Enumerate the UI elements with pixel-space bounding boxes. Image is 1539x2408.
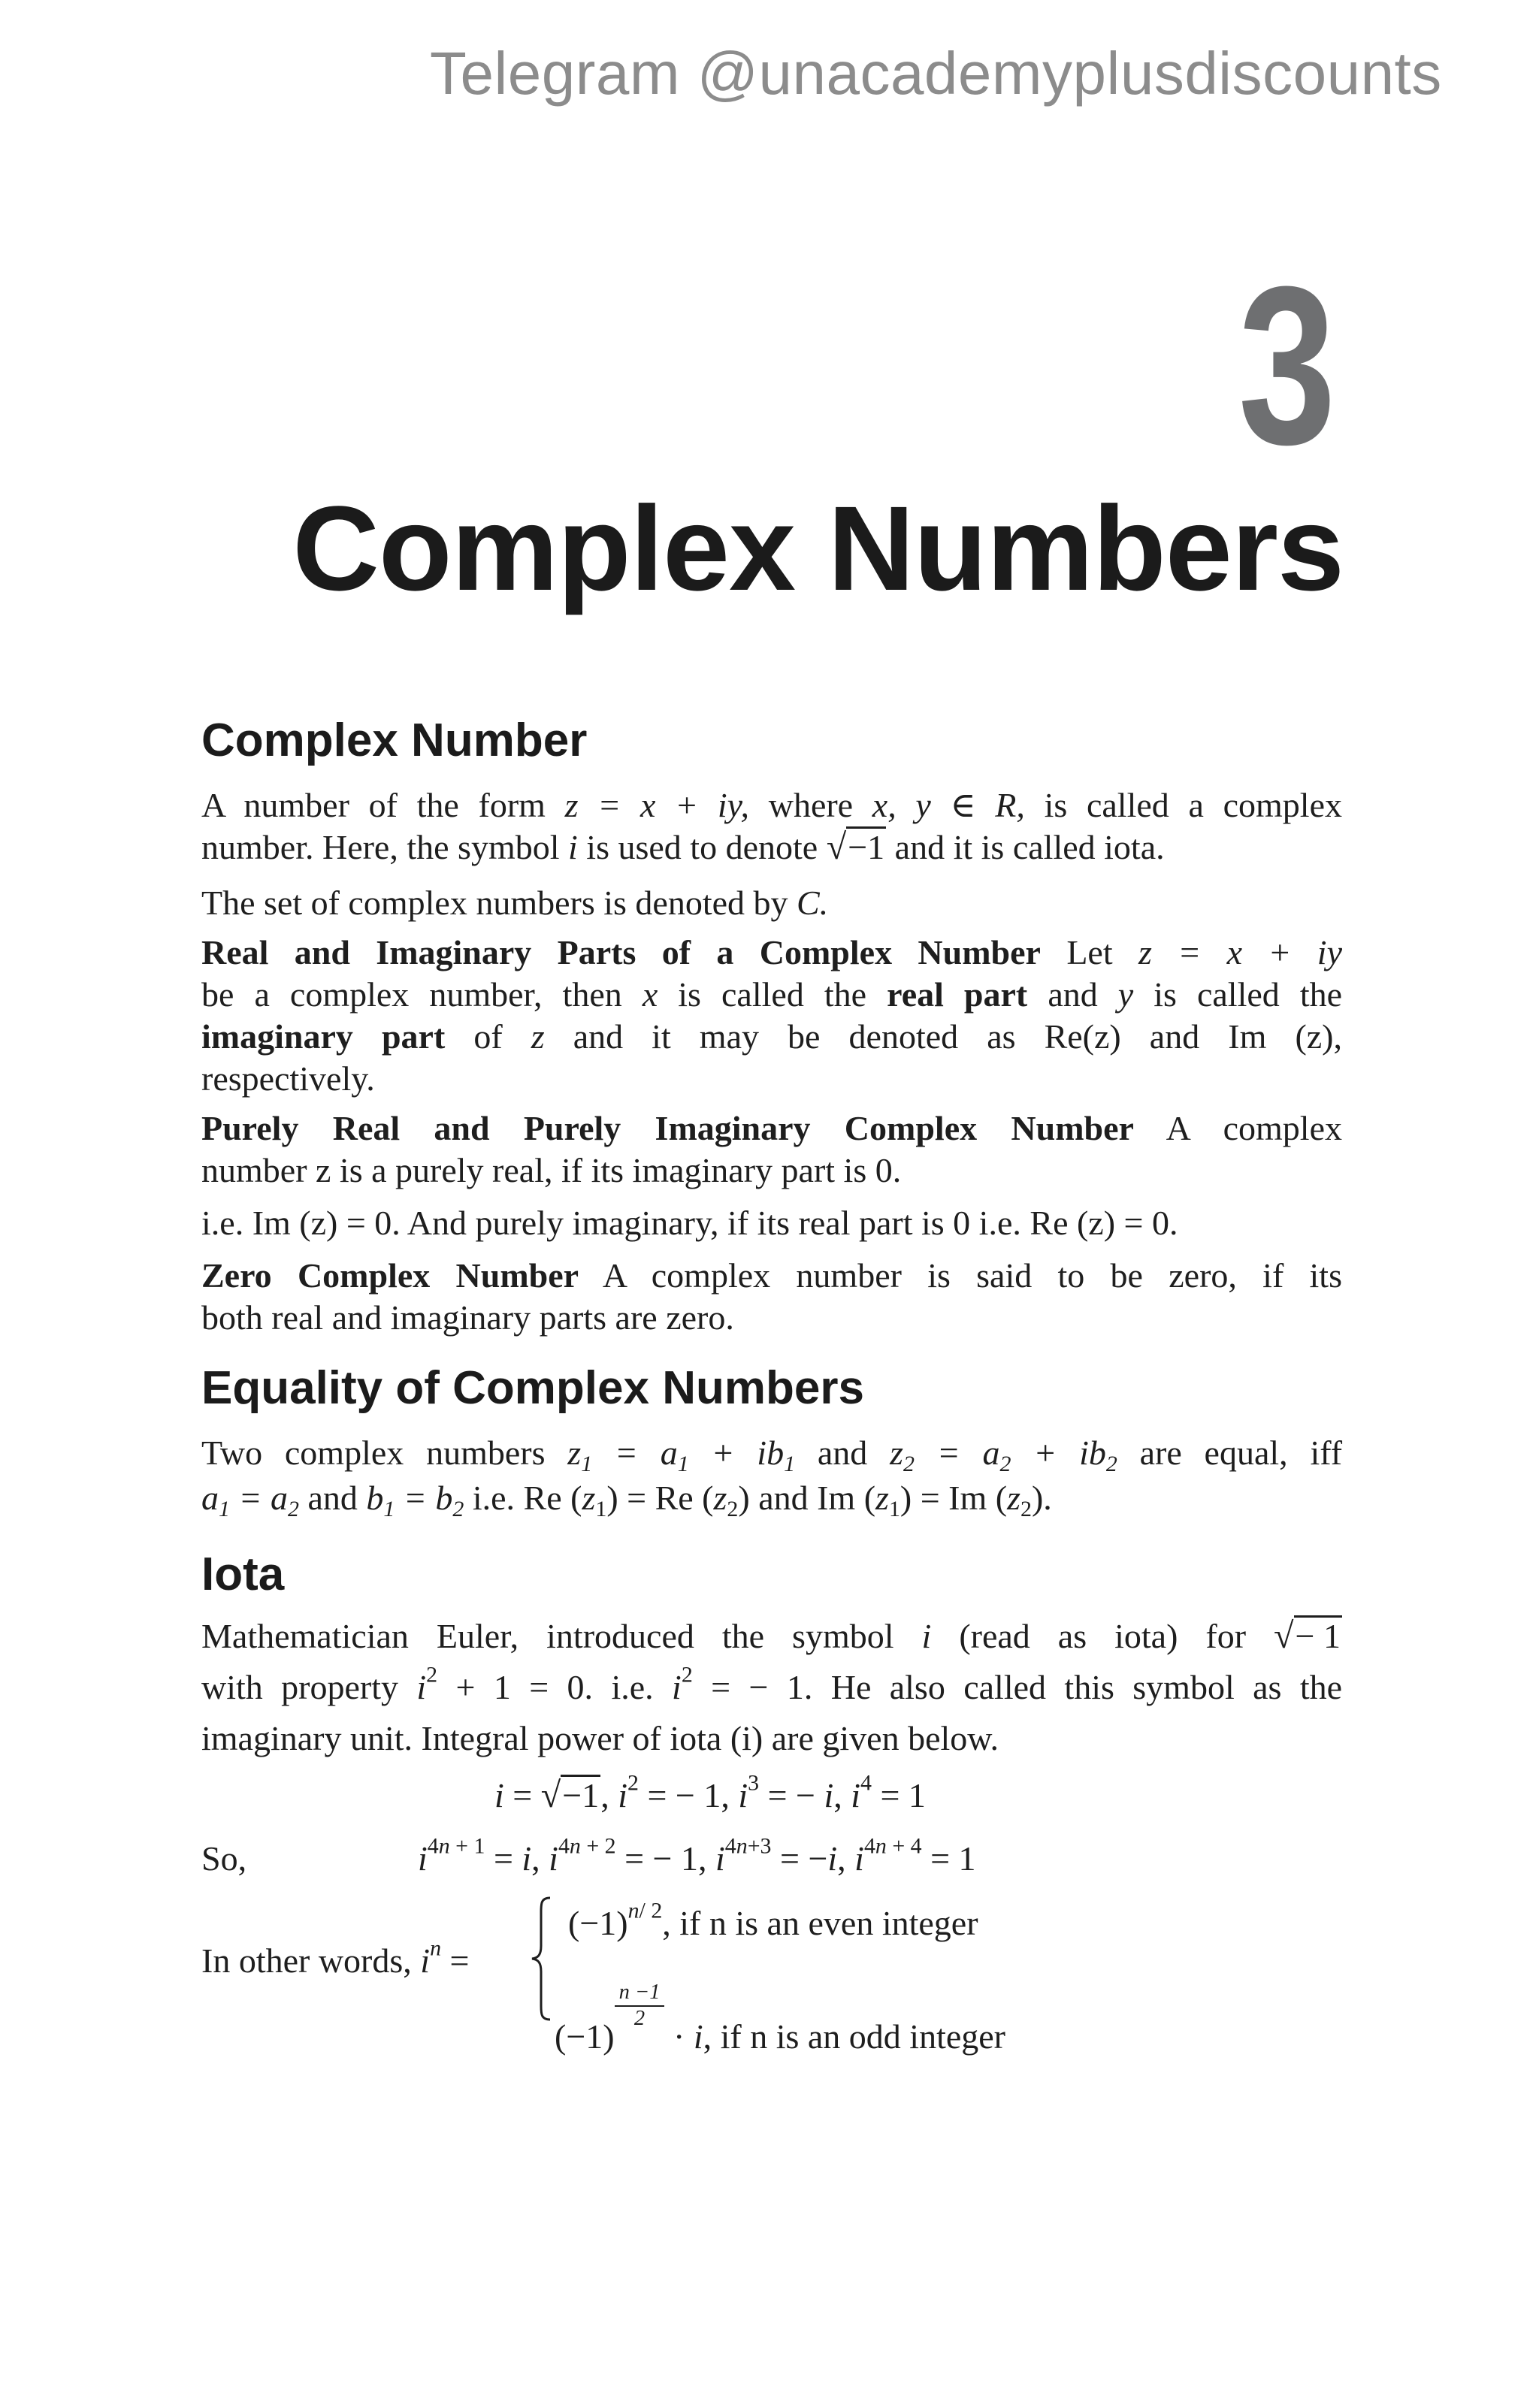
watermark-text: Telegram @unacademyplusdiscounts xyxy=(430,40,1442,107)
section-heading-complex-number: Complex Number xyxy=(201,715,588,766)
paragraph-line: Real and Imaginary Parts of a Complex Number Let z = x + iy xyxy=(201,933,1342,971)
paragraph-line: both real and imaginary parts are zero. xyxy=(201,1298,734,1337)
sqrt-symbol: √ xyxy=(1274,1616,1294,1656)
paragraph-line: imaginary part of z and it may be denoted as Re(z) and Im (z), xyxy=(201,1017,1342,1056)
so-label: So, xyxy=(201,1839,247,1878)
paragraph-line: Zero Complex Number A complex number is said to be zero, if its xyxy=(201,1256,1342,1295)
sqrt-symbol: √ xyxy=(826,827,847,867)
exponent-fraction: $\frac{n -1}{2}$ xyxy=(615,1980,665,2032)
section-heading-equality: Equality of Complex Numbers xyxy=(201,1362,864,1414)
chapter-title: Complex Numbers xyxy=(292,481,1344,615)
case-even: $(-1)^{n/ 2}$, if n is an even integer xyxy=(568,1898,978,1942)
iota-powers-formula: i = √−1, $i^2$ = − 1, $i^3$ = − i, $i^4 = 1$ xyxy=(494,1770,926,1815)
paragraph-line: A number of the form z = x + iy, where x, y ∈ R, is called a complex xyxy=(201,786,1343,824)
paragraph-line: Mathematician Euler, introduced the symbol i (read as iota) for √− 1 xyxy=(201,1616,1341,1656)
paragraph-line: Two complex numbers $z_1 = a_1 + ib_1$ and $z_2 = a_2 + ib_2$ are equal, iff xyxy=(201,1434,1343,1476)
subsection-title: Real and Imaginary Parts of a Complex Number xyxy=(201,933,1041,971)
paragraph-line: number. Here, the symbol i is used to denote √−1 and it is called iota. xyxy=(201,827,1165,867)
subsection-title: Zero Complex Number xyxy=(201,1256,579,1295)
paragraph-line: $a_1 = a_2$ and $b_1 = b_2$ i.e. Re $(z_1) = Re$ $(z_2)$ and Im $(z_1) = Im$ $(z_2)$. xyxy=(201,1479,1052,1521)
paragraph-line: Purely Real and Purely Imaginary Complex Number A complex xyxy=(201,1109,1343,1147)
paragraph-line: i.e. Im (z) = 0. And purely imaginary, if its real part is 0 i.e. Re (z) = 0. xyxy=(201,1204,1178,1242)
iota-periodic-formula: $i^{4n + 1} = i$, $i^{4n + 2}$ = − 1, $i^{4n+3} = -i$, $i^{4n + 4} = 1$ xyxy=(418,1833,976,1878)
left-brace xyxy=(531,1895,553,2023)
chapter-number: 3 xyxy=(1238,239,1336,491)
paragraph-line: imaginary unit. Integral power of iota (i) are given below. xyxy=(201,1719,999,1757)
paragraph-line: respectively. xyxy=(201,1059,375,1098)
subsection-title: Purely Real and Purely Imaginary Complex Number xyxy=(201,1109,1134,1147)
paragraph-line: number z is a purely real, if its imaginary part is 0. xyxy=(201,1151,902,1189)
paragraph-line: be a complex number, then x is called the real part and y is called the xyxy=(201,975,1343,1014)
section-heading-iota: Iota xyxy=(201,1548,285,1600)
paragraph-line: The set of complex numbers is denoted by C. xyxy=(201,884,829,922)
paragraph-line: with property $i^2 + 1 = 0$. i.e. $i^2$ = − 1. He also called this symbol as the xyxy=(201,1662,1343,1706)
in-other-words-label: In other words, $i^n$ = xyxy=(201,1935,470,1980)
case-odd: (−1) $\frac{n -1}{2}$ · i, if n is an odd integer xyxy=(555,1980,1006,2056)
